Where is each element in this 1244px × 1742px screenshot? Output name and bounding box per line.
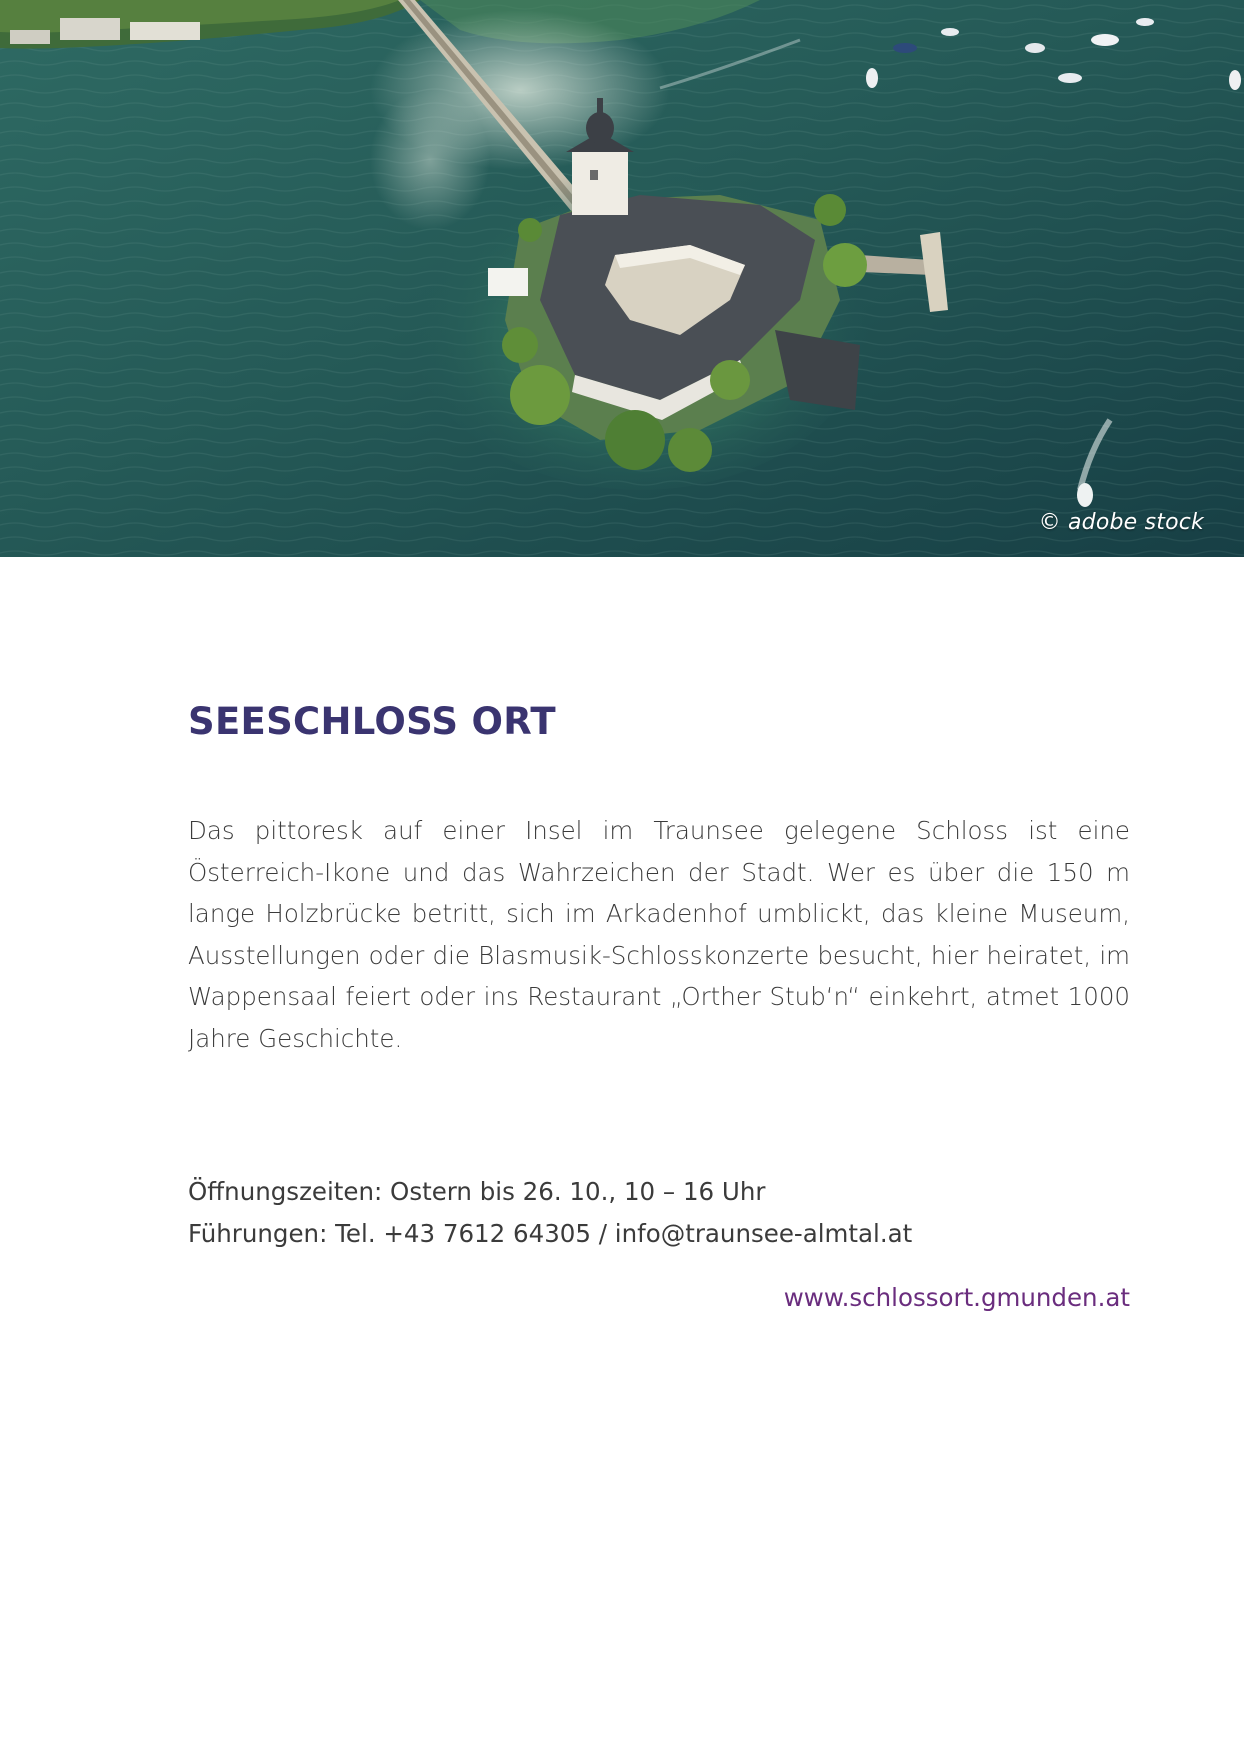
castle-lake-illustration [0,0,1244,557]
tours-contact: Führungen: Tel. +43 7612 64305 / info@traunsee-almtal.at [188,1219,913,1249]
article [188,700,1130,1319]
website-link[interactable]: www.schlossort.gmunden.at [783,1283,1130,1313]
article-body: Das pittoresk auf einer Insel im Traunsee gelegene Schloss ist eine Österreich-Ikone und das Wahrzeichen der Stadt. Wer es über die 150 m lange Holzbrücke betritt, sich im Arkadenhof umblickt, das kleine Museum, Ausstellungen oder die Blasmusik-Schlosskonzerte besucht, hier heiratet, im Wappensaal feiert oder ins Restaurant „Orther Stub‘n“ einkehrt, atmet 1000 Jahre Geschichte. [188,816,1130,1053]
article-title: SEESCHLOSS ORT [188,700,556,743]
hero-photo [0,0,1244,557]
photo-credit: © adobe stock [1038,510,1204,535]
visitor-info [188,1171,1130,1255]
opening-hours: Öffnungszeiten: Ostern bis 26. 10., 10 – 16 Uhr [188,1177,766,1207]
